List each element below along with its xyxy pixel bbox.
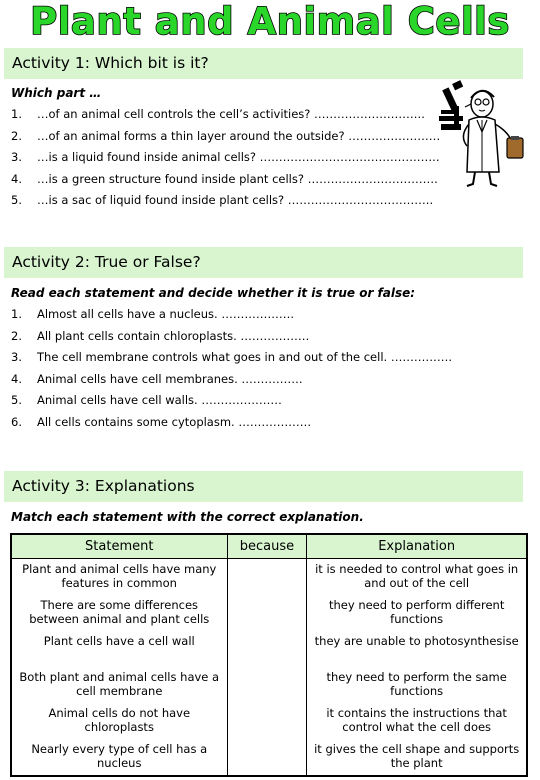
question-text: …of an animal cell controls the cell’s activities? ……………………….. bbox=[37, 107, 425, 121]
question-text: …is a sac of liquid found inside plant cells? ……………………………….. bbox=[37, 193, 434, 207]
question-text: …of an animal forms a thin layer around the outside? …………………… bbox=[37, 128, 441, 143]
statement-item: Nearly every type of cell has a nucleus bbox=[31, 741, 208, 770]
statement-item: Plant cells have a cell wall bbox=[43, 633, 195, 648]
question-number: 3. bbox=[11, 350, 22, 364]
question-text: …is a liquid found inside animal cells? ……………………………………….. bbox=[37, 150, 440, 164]
question-text: …is a green structure found inside plant cells? ……………………………. bbox=[37, 171, 438, 186]
question-number: 3. bbox=[11, 150, 22, 164]
column-header-explanation: Explanation bbox=[307, 534, 527, 558]
explanation-item: they are unable to photosynthesise bbox=[314, 633, 519, 648]
explanation-item: it is needed to control what goes in and out of the cell bbox=[315, 561, 519, 590]
question-text: Almost all cells have a nucleus. ………………. bbox=[37, 307, 294, 321]
activity-3-instruction: Match each statement with the correct explanation. bbox=[11, 510, 364, 524]
statement-item: There are some differences between animal and plant cells bbox=[29, 597, 210, 626]
question-number: 1. bbox=[11, 107, 22, 121]
because-column bbox=[227, 558, 307, 776]
question-number: 2. bbox=[11, 328, 22, 343]
explanation-item: it gives the cell shape and supports the plant bbox=[314, 741, 520, 770]
activity-3-heading: Activity 3: Explanations bbox=[4, 471, 523, 502]
question-text: Animal cells have cell walls. ………………… bbox=[37, 393, 282, 407]
question-number: 6. bbox=[11, 414, 22, 429]
question-number: 4. bbox=[11, 371, 22, 386]
column-header-because: because bbox=[227, 534, 307, 558]
question-number: 1. bbox=[11, 307, 22, 321]
question-text: The cell membrane controls what goes in and out of the cell. ……………. bbox=[37, 350, 452, 364]
activity-2-instruction: Read each statement and decide whether it is true or false: bbox=[11, 286, 416, 300]
activity-1-heading: Activity 1: Which bit is it? bbox=[4, 48, 523, 79]
question-number: 2. bbox=[11, 128, 22, 143]
explanation-item: they need to perform the same functions bbox=[326, 669, 507, 698]
question-text: All plant cells contain chloroplasts. ……………… bbox=[37, 328, 310, 343]
column-header-statement: Statement bbox=[11, 534, 227, 558]
explanation-item: it contains the instructions that control what the cell does bbox=[326, 705, 507, 734]
question-text: All cells contains some cytoplasm. ………………. bbox=[37, 414, 312, 429]
table-header-row bbox=[11, 534, 527, 558]
statements-column bbox=[11, 558, 227, 776]
explanations-column bbox=[307, 558, 527, 776]
scientist-with-microscope-icon bbox=[437, 80, 535, 190]
activity-2-heading: Activity 2: True or False? bbox=[4, 247, 523, 278]
question-number: 5. bbox=[11, 193, 22, 207]
statement-item: Plant and animal cells have many features in common bbox=[22, 561, 217, 590]
question-number: 5. bbox=[11, 393, 22, 407]
question-text: Animal cells have cell membranes. ……………. bbox=[37, 371, 303, 386]
statement-item: Animal cells do not have chloroplasts bbox=[48, 705, 191, 734]
activity-1-instruction: Which part … bbox=[11, 86, 102, 100]
explanations-table bbox=[10, 533, 528, 777]
statement-item: Both plant and animal cells have a cell membrane bbox=[19, 669, 220, 698]
question-number: 4. bbox=[11, 171, 22, 186]
explanation-item: they need to perform different functions bbox=[328, 597, 505, 626]
worksheet-title: Plant and Animal Cells bbox=[30, 0, 510, 43]
